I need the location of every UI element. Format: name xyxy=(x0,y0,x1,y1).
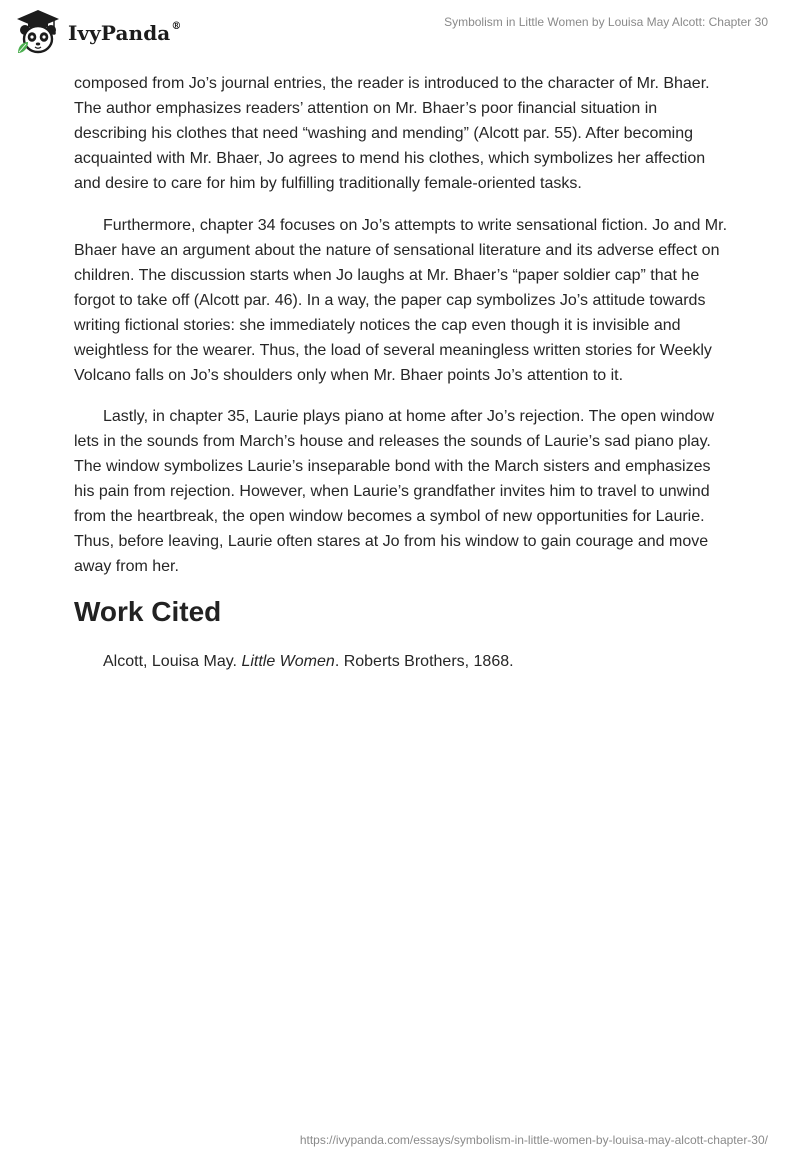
works-cited-heading: Work Cited xyxy=(74,596,222,627)
document-title: Symbolism in Little Women by Louisa May Alcott: Chapter 30 xyxy=(444,15,768,29)
essay-body xyxy=(74,71,728,690)
registered-mark: ® xyxy=(171,21,182,33)
paragraph-1: composed from Jo’s journal entries, the reader is introduced to the character of Mr. Bhaer. The author emphasizes readers’ attention on Mr. Bhaer’s poor financial situation in describing his clothes that need “washing and mending” (Alcott par. 55). After becoming acquainted with Mr. Bhaer, Jo agrees to mend his clothes, which symbolizes her affection and desire to care for him by fulfilling traditionally female-oriented tasks. xyxy=(74,75,710,192)
page-header xyxy=(0,0,800,66)
brand-name: IvyPanda® xyxy=(68,21,182,45)
citation-author: Alcott, Louisa May. xyxy=(103,653,242,670)
citation-publisher: . Roberts Brothers, 1868. xyxy=(334,653,514,670)
source-url[interactable]: https://ivypanda.com/essays/symbolism-in-little-women-by-louisa-may-alcott-chapter-30/ xyxy=(299,1133,768,1147)
paragraph-2: Furthermore, chapter 34 focuses on Jo’s attempts to write sensational fiction. Jo and Mr. Bhaer have an argument about the nature of sensational literature and its adverse effect on children. The discussion starts when Jo laughs at Mr. Bhaer’s “paper soldier cap” that he forgot to take off (Alcott par. 46). In a way, the paper cap symbolizes Jo’s attitude towards writing fictional stories: she immediately notices the cap even though it is invisible and weightless for the wearer. Thus, the load of several meaningless written stories for Weekly Volcano falls on Jo’s shoulders only when Mr. Bhaer points Jo’s attention to it. xyxy=(74,217,728,384)
citation-title: Little Women xyxy=(241,653,335,670)
citation-entry xyxy=(74,649,728,674)
paragraph-3: Lastly, in chapter 35, Laurie plays piano at home after Jo’s rejection. The open window lets in the sounds from March’s house and releases the sounds of Laurie’s sad piano play. The window symbolizes Laurie’s inseparable bond with the March sisters and emphasizes his pain from rejection. However, when Laurie’s grandfather invites him to travel to unwind from the heartbreak, the open window becomes a symbol of new opportunities for Laurie. Thus, before leaving, Laurie often stares at Jo from his window to gain courage and move away from her. xyxy=(74,408,715,575)
panda-graduate-icon xyxy=(14,8,62,56)
ivypanda-logo[interactable] xyxy=(14,8,181,56)
